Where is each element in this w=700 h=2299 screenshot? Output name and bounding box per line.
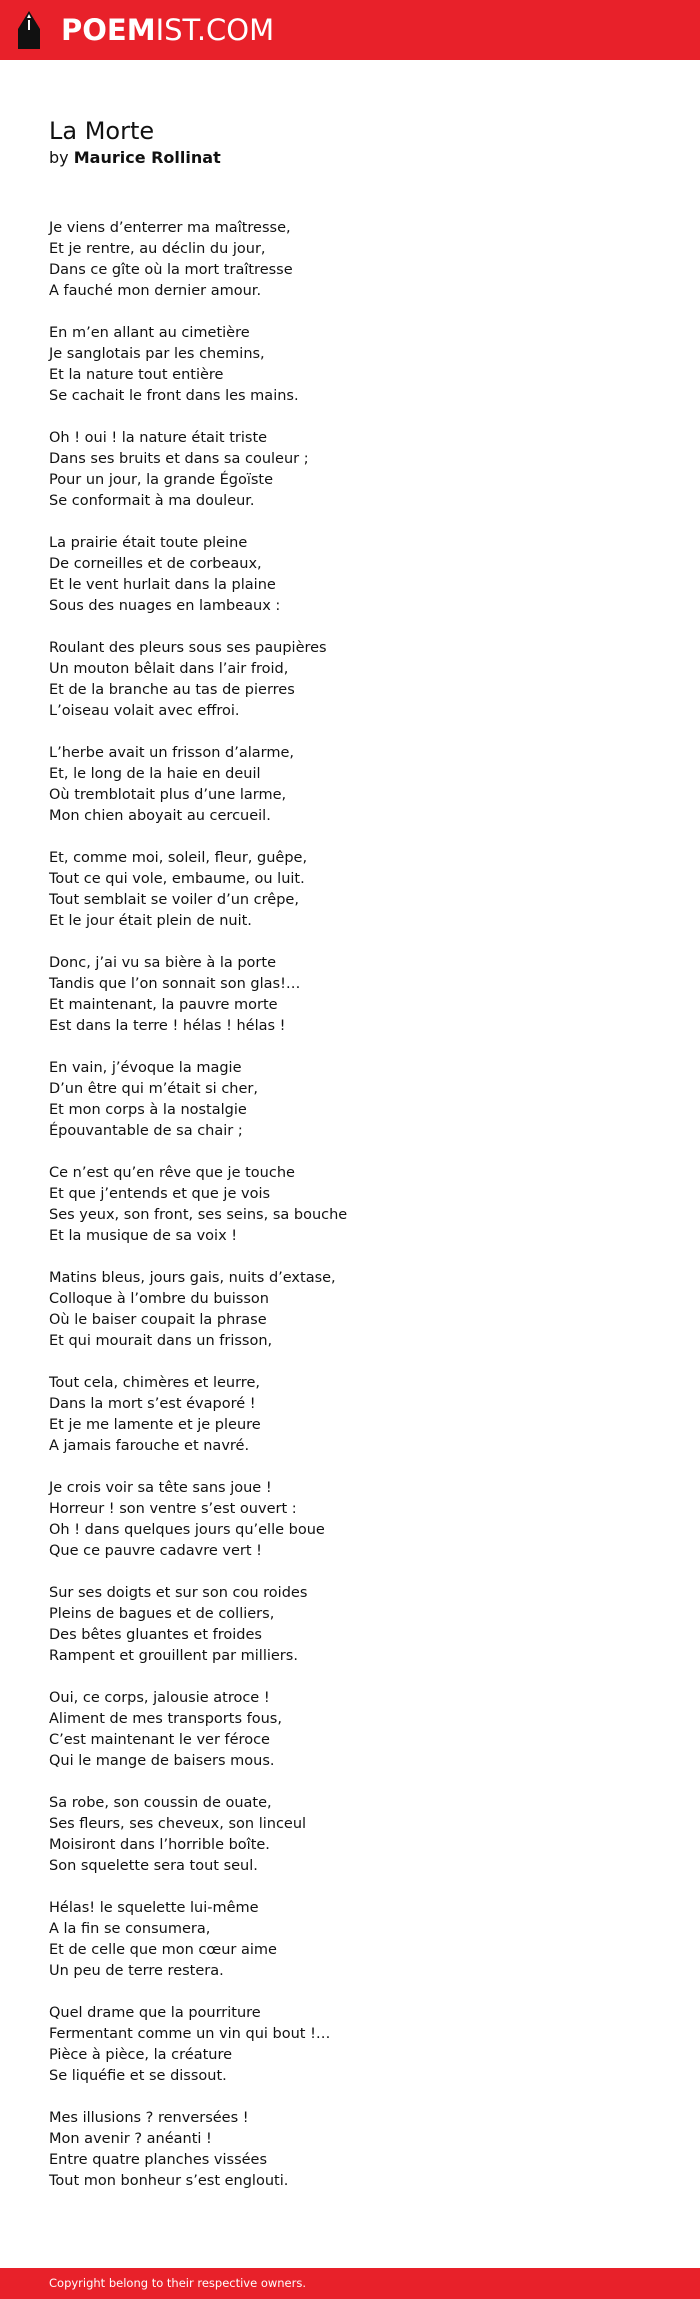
poem-line: Et maintenant, la pauvre morte	[49, 997, 278, 1013]
poem-line: Donc, j’ai vu sa bière à la porte	[49, 955, 276, 971]
poem-line: Et la nature tout entière	[49, 367, 224, 383]
poem-stanza	[49, 1373, 649, 1457]
poem-line: Et je me lamente et je pleure	[49, 1417, 261, 1433]
poem-line: L’herbe avait un frisson d’alarme,	[49, 745, 295, 761]
logo-text-bold: POEM	[61, 13, 156, 47]
poem-stanza	[49, 218, 649, 302]
poem-line: Sa robe, son coussin de ouate,	[49, 1795, 272, 1811]
poem-line: Je crois voir sa tête sans joue !	[49, 1480, 272, 1496]
poem-line: Mon chien aboyait au cercueil.	[49, 808, 271, 824]
poem-stanza	[49, 848, 649, 932]
poem-line: Des bêtes gluantes et froides	[49, 1627, 262, 1643]
poem-line: Je sanglotais par les chemins,	[49, 346, 265, 362]
poem-line: C’est maintenant le ver féroce	[49, 1732, 270, 1748]
poem-line: Oh ! oui ! la nature était triste	[49, 430, 268, 446]
poem-line: Épouvantable de sa chair ;	[49, 1123, 243, 1139]
poem-stanza	[49, 2003, 649, 2087]
poem-line: Et qui mourait dans un frisson,	[49, 1333, 273, 1349]
poem-line: Se conformait à ma douleur.	[49, 493, 255, 509]
poem-line: Son squelette sera tout seul.	[49, 1858, 258, 1874]
poem-line: Qui le mange de baisers mous.	[49, 1753, 275, 1769]
poem-line: Et le jour était plein de nuit.	[49, 913, 252, 929]
poem-line: Et de celle que mon cœur aime	[49, 1942, 277, 1958]
poem-line: Se liquéfie et se dissout.	[49, 2068, 227, 2084]
poem-line: En vain, j’évoque la magie	[49, 1060, 242, 1076]
pencil-logo-icon	[18, 11, 40, 49]
poem-line: Fermentant comme un vin qui bout !…	[49, 2026, 331, 2042]
poem-line: Entre quatre planches vissées	[49, 2152, 268, 2168]
site-logo[interactable]	[18, 11, 274, 49]
poem-title: La Morte	[49, 117, 155, 145]
poem-line: Pièce à pièce, la créature	[49, 2047, 233, 2063]
poem-line: Et mon corps à la nostalgie	[49, 1102, 247, 1118]
poem-line: A la fin se consumera,	[49, 1921, 211, 1937]
poem-line: Matins bleus, jours gais, nuits d’extase,	[49, 1270, 336, 1286]
poem-line: L’oiseau volait avec effroi.	[49, 703, 240, 719]
poem-line: Dans ses bruits et dans sa couleur ;	[49, 451, 309, 467]
poem-line: Dans la mort s’est évaporé !	[49, 1396, 256, 1412]
poem-line: Tandis que l’on sonnait son glas!…	[49, 976, 301, 992]
poem-line: Oui, ce corps, jalousie atroce !	[49, 1690, 270, 1706]
poem-line: Ses fleurs, ses cheveux, son linceul	[49, 1816, 307, 1832]
poem-line: Et que j’entends et que je vois	[49, 1186, 271, 1202]
poem-line: Colloque à l’ombre du buisson	[49, 1291, 269, 1307]
logo-text-light: IST.COM	[155, 13, 275, 47]
poem-stanza	[49, 1793, 649, 1877]
poem-line: D’un être qui m’était si cher,	[49, 1081, 258, 1097]
poem-line: De corneilles et de corbeaux,	[49, 556, 262, 572]
poem-line: Se cachait le front dans les mains.	[49, 388, 299, 404]
poem-line: Où le baiser coupait la phrase	[49, 1312, 267, 1328]
poem-stanza	[49, 1163, 649, 1247]
site-header	[0, 0, 700, 60]
poem-stanza	[49, 428, 649, 512]
poem-stanza	[49, 1583, 649, 1667]
poem-line: Où tremblotait plus d’une larme,	[49, 787, 287, 803]
poem-stanza	[49, 953, 649, 1037]
poem-stanza	[49, 743, 649, 827]
poem-line: Et, le long de la haie en deuil	[49, 766, 261, 782]
poem-line: En m’en allant au cimetière	[49, 325, 250, 341]
poem-line: Et le vent hurlait dans la plaine	[49, 577, 276, 593]
byline-prefix: by	[49, 148, 69, 167]
poem-line: La prairie était toute pleine	[49, 535, 248, 551]
poem-line: Aliment de mes transports fous,	[49, 1711, 282, 1727]
poem-line: Et la musique de sa voix !	[49, 1228, 238, 1244]
poem-author[interactable]: Maurice Rollinat	[73, 148, 221, 167]
poem-body	[49, 218, 649, 2213]
poem-stanza	[49, 638, 649, 722]
poem-line: Un peu de terre restera.	[49, 1963, 224, 1979]
site-logo-text	[61, 11, 274, 49]
poem-line: Ses yeux, son front, ses seins, sa bouche	[49, 1207, 348, 1223]
poem-line: Dans ce gîte où la mort traîtresse	[49, 262, 293, 278]
poem-line: Quel drame que la pourriture	[49, 2005, 261, 2021]
poem-line: Je viens d’enterrer ma maîtresse,	[49, 220, 291, 236]
poem-line: Moisiront dans l’horrible boîte.	[49, 1837, 270, 1853]
poem-line: Sous des nuages en lambeaux :	[49, 598, 281, 614]
poem-line: Tout ce qui vole, embaume, ou luit.	[49, 871, 305, 887]
poem-line: Tout mon bonheur s’est englouti.	[49, 2173, 289, 2189]
poem-stanza	[49, 2108, 649, 2192]
poem-line: Oh ! dans quelques jours qu’elle boue	[49, 1522, 325, 1538]
poem-stanza	[49, 1268, 649, 1352]
poem-line: Mes illusions ? renversées !	[49, 2110, 249, 2126]
poem-line: Tout semblait se voiler d’un crêpe,	[49, 892, 299, 908]
poem-line: Un mouton bêlait dans l’air froid,	[49, 661, 289, 677]
poem-line: Est dans la terre ! hélas ! hélas !	[49, 1018, 286, 1034]
poem-line: A jamais farouche et navré.	[49, 1438, 250, 1454]
poem-line: Que ce pauvre cadavre vert !	[49, 1543, 262, 1559]
poem-stanza	[49, 1898, 649, 1982]
poem-line: Et de la branche au tas de pierres	[49, 682, 295, 698]
poem-byline	[49, 147, 221, 169]
poem-line: Tout cela, chimères et leurre,	[49, 1375, 260, 1391]
poem-line: Et, comme moi, soleil, fleur, guêpe,	[49, 850, 308, 866]
poem-line: Pour un jour, la grande Égoïste	[49, 472, 274, 488]
poem-line: Ce n’est qu’en rêve que je touche	[49, 1165, 295, 1181]
poem-line: Hélas! le squelette lui-même	[49, 1900, 259, 1916]
poem-line: Rampent et grouillent par milliers.	[49, 1648, 298, 1664]
poem-stanza	[49, 533, 649, 617]
poem-stanza	[49, 1058, 649, 1142]
poem-line: A fauché mon dernier amour.	[49, 283, 262, 299]
poem-line: Sur ses doigts et sur son cou roides	[49, 1585, 308, 1601]
poem-line: Roulant des pleurs sous ses paupières	[49, 640, 327, 656]
poem-line: Et je rentre, au déclin du jour,	[49, 241, 266, 257]
poem-line: Pleins de bagues et de colliers,	[49, 1606, 275, 1622]
site-footer	[0, 2268, 700, 2299]
poem-line: Mon avenir ? anéanti !	[49, 2131, 212, 2147]
poem-stanza	[49, 1688, 649, 1772]
poem-line: Horreur ! son ventre s’est ouvert :	[49, 1501, 297, 1517]
poem-stanza	[49, 1478, 649, 1562]
copyright-notice: Copyright belong to their respective owners.	[49, 2276, 307, 2290]
poem-stanza	[49, 323, 649, 407]
